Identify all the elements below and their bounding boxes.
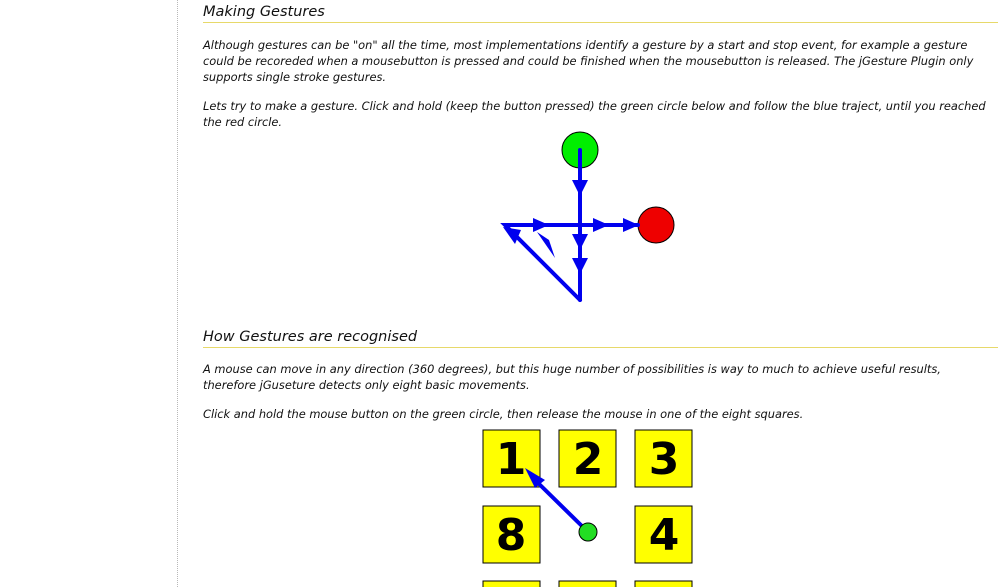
section-heading-how-recognised: How Gestures are recognised: [203, 328, 998, 348]
direction-label-4: 4: [648, 510, 680, 561]
direction-square-6[interactable]: [559, 581, 616, 587]
paragraph-gesture-instructions: Lets try to make a gesture. Click and hold (keep the button pressed) the green circle below and follow the blue traject, until you reached the red circle.: [203, 99, 986, 129]
paragraph-recognition-intro: A mouse can move in any direction (360 degrees), but this huge number of possibilities is way to much to achieve useful results, therefore jGuseture detects only eight basic movements.: [203, 362, 941, 392]
paragraph-recognition-instructions: Click and hold the mouse button on the green circle, then release the mouse in one of the eight squares.: [203, 407, 804, 421]
paragraph-gesture-intro: Although gestures can be "on" all the time, most implementations identify a gesture by a start and stop event, for example a gesture could be recoreded when a mousebutton is pressed and could be finished when the mousebutton is released. The jGesture Plugin only supports single stroke gestures.: [203, 38, 974, 84]
gesture-end-circle: [638, 207, 674, 243]
direction-grid-canvas[interactable]: [481, 428, 696, 587]
direction-square-5[interactable]: [635, 581, 692, 587]
direction-center-circle[interactable]: [579, 523, 597, 541]
left-margin-divider: [177, 0, 178, 587]
direction-label-2: 2: [572, 434, 604, 485]
direction-label-3: 3: [648, 434, 680, 485]
direction-label-1: 1: [495, 434, 527, 485]
direction-square-7[interactable]: [483, 581, 540, 587]
gesture-trajectory-path: [505, 150, 638, 300]
section-heading-making-gestures: Making Gestures: [203, 3, 998, 23]
gesture-demo-canvas[interactable]: [493, 128, 683, 308]
direction-label-8: 8: [495, 510, 527, 561]
